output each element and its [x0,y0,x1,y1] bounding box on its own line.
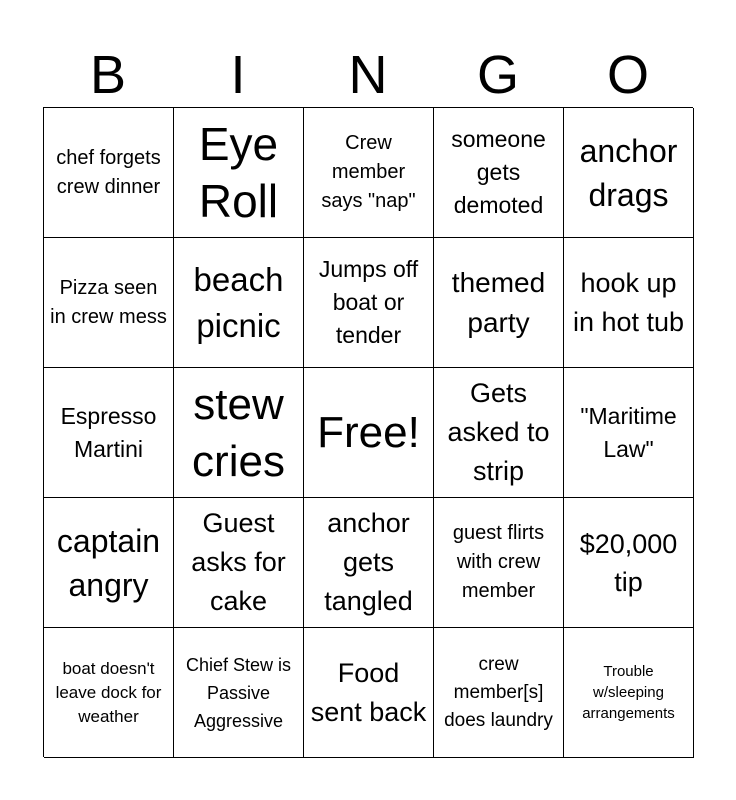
cell-text: Crew member says "nap" [321,132,416,212]
bingo-cell[interactable] [564,368,694,498]
bingo-cell[interactable] [44,628,174,758]
bingo-cell[interactable] [434,238,564,368]
bingo-cell[interactable] [44,238,174,368]
cell-text: captain angry [56,522,161,603]
cell-text: chef forgets crew dinner [56,146,161,198]
bingo-cell[interactable] [564,498,694,628]
cell-text: guest flirts with crew member [452,522,545,602]
bingo-cell[interactable] [434,108,564,238]
bingo-cell[interactable] [434,368,564,498]
bingo-cell[interactable] [304,108,434,238]
cell-text: someone gets demoted [451,126,546,218]
bingo-cell[interactable] [174,498,304,628]
header-letter-i: I [230,45,246,105]
bingo-cell[interactable] [434,498,564,628]
cell-text: beach picnic [193,260,284,344]
cell-text: Trouble w/sleeping arrangements [582,663,675,722]
header-letter-b: B [89,45,127,105]
bingo-cell[interactable] [434,628,564,758]
cell-text: hook up in hot tub [572,267,685,337]
bingo-cell[interactable] [564,108,694,238]
bingo-cell[interactable] [174,108,304,238]
cell-text: $20,000 tip [579,528,678,597]
cell-text: Guest asks for cake [191,508,286,616]
cell-text: themed party [451,266,546,338]
header-letter-g: G [476,45,519,105]
cell-text: anchor drags [579,132,678,213]
bingo-cell[interactable] [174,368,304,498]
free-space-cell[interactable] [304,368,434,498]
bingo-cell[interactable] [174,238,304,368]
cell-text: Food sent back [310,657,427,727]
cell-text: "Maritime Law" [580,402,677,462]
cell-text: crew member[s] does laundry [444,653,553,731]
cell-text: Jumps off boat or tender [318,256,419,348]
cell-text: boat doesn't leave dock for weather [55,658,162,726]
cell-text: stew cries [192,379,285,486]
bingo-cell[interactable] [564,238,694,368]
cell-text: Eye Roll [198,117,279,227]
bingo-card-grid [43,107,693,757]
bingo-cell[interactable] [44,368,174,498]
bingo-cell[interactable] [304,628,434,758]
bingo-cell[interactable] [564,628,694,758]
cell-text: Pizza seen in crew mess [50,276,167,328]
cell-text: Gets asked to strip [447,378,550,486]
bingo-cell[interactable] [304,498,434,628]
bingo-cell[interactable] [174,628,304,758]
header-letter-n: N [348,45,388,105]
bingo-cell[interactable] [304,238,434,368]
bingo-cell[interactable] [44,498,174,628]
free-space-text: Free! [317,407,420,457]
cell-text: Chief Stew is Passive Aggressive [185,654,292,731]
bingo-cell[interactable] [44,108,174,238]
bingo-header [43,44,693,106]
cell-text: Espresso Martini [60,402,157,462]
header-letter-o: O [606,45,649,105]
cell-text: anchor gets tangled [324,508,413,616]
